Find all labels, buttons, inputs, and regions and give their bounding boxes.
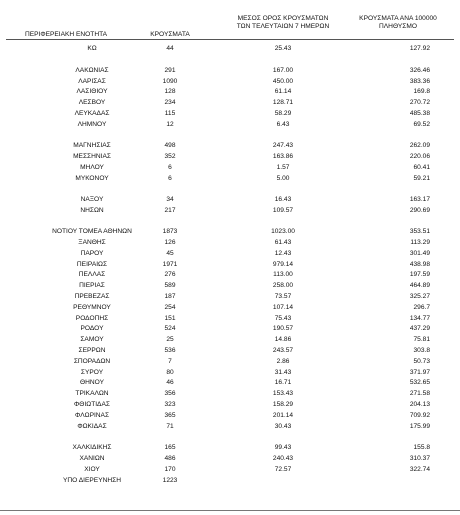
avg-7day-cell: 450.00 (272, 78, 294, 85)
table-row (0, 195, 460, 204)
avg-7day-cell: 12.43 (274, 250, 292, 257)
per-100000-cell: 197.59 (409, 271, 430, 278)
table-row (0, 411, 460, 420)
region-cell: ΧΑΛΚΙΔΙΚΗΣ (72, 444, 112, 451)
table-row (0, 120, 460, 129)
region-cell: ΜΑΓΝΗΣΙΑΣ (73, 142, 111, 149)
avg-7day-cell: 107.14 (272, 304, 294, 311)
per-100000-cell: 709.92 (409, 412, 430, 419)
avg-7day-cell: 5.00 (276, 175, 290, 182)
table-row (0, 378, 460, 387)
header-avg-line1: ΜΕΣΟΣ ΟΡΟΣ ΚΡΟΥΣΜΑΤΩΝ (237, 15, 329, 22)
region-cell: ΛΑΡΙΣΑΣ (78, 78, 106, 85)
region-cell: ΝΟΤΙΟΥ ΤΟΜΕΑ ΑΘΗΝΩΝ (52, 228, 132, 235)
region-cell: ΛΑΚΩΝΙΑΣ (75, 67, 109, 74)
per-100000-cell: 325.27 (409, 293, 430, 300)
per-100000-cell: 50.73 (413, 358, 430, 365)
per-100000-cell: 485.38 (409, 110, 430, 117)
per-100000-cell: 464.89 (409, 282, 430, 289)
header-divider (6, 39, 454, 40)
per-100000-cell: 301.49 (409, 250, 430, 257)
per-100000-cell: 437.29 (409, 325, 430, 332)
avg-7day-cell: 190.57 (272, 325, 294, 332)
avg-7day-cell: 1.57 (276, 164, 290, 171)
table-row (0, 314, 460, 323)
cases-cell: 71 (166, 423, 174, 430)
per-100000-cell: 155.8 (413, 444, 430, 451)
table-row (0, 357, 460, 366)
table-row (0, 174, 460, 183)
region-cell: ΘΗΝΟΥ (80, 379, 104, 386)
region-cell: ΠΙΕΡΙΑΣ (79, 282, 105, 289)
cases-cell: 276 (164, 271, 176, 278)
region-cell: ΛΑΣΙΘΙΟΥ (76, 88, 108, 95)
cases-cell: 365 (164, 412, 176, 419)
avg-7day-cell: 58.29 (274, 110, 292, 117)
header-per-line1: ΚΡΟΥΣΜΑΤΑ ΑΝΑ 100000 (359, 15, 437, 22)
avg-7day-cell: 16.43 (274, 196, 292, 203)
avg-7day-cell: 16.71 (274, 379, 292, 386)
region-cell: ΞΑΝΘΗΣ (78, 239, 106, 246)
cases-cell: 6 (168, 164, 172, 171)
table-row (0, 281, 460, 290)
avg-7day-cell: 240.43 (272, 455, 294, 462)
region-cell: ΣΕΡΡΩΝ (78, 347, 106, 354)
cases-cell: 1223 (162, 477, 178, 484)
table-row (0, 163, 460, 172)
table-row (0, 238, 460, 247)
cases-cell: 486 (164, 455, 176, 462)
table-row (0, 443, 460, 452)
cases-cell: 323 (164, 401, 176, 408)
cases-cell: 80 (166, 369, 174, 376)
region-cell: ΡΟΔΟΥ (80, 325, 104, 332)
table-row (0, 335, 460, 344)
avg-7day-cell: 247.43 (272, 142, 294, 149)
region-cell: ΛΕΣΒΟΥ (78, 99, 106, 106)
cases-cell: 45 (166, 250, 174, 257)
avg-7day-cell: 201.14 (272, 412, 294, 419)
table-row (0, 324, 460, 333)
per-100000-cell: 271.58 (409, 390, 430, 397)
table-row (0, 260, 460, 269)
cases-cell: 352 (164, 153, 176, 160)
cases-cell: 46 (166, 379, 174, 386)
per-100000-cell: 438.98 (409, 261, 430, 268)
cases-cell: 524 (164, 325, 176, 332)
per-100000-cell: 322.74 (409, 466, 430, 473)
region-cell: ΝΑΞΟΥ (80, 196, 104, 203)
cases-cell: 12 (166, 121, 174, 128)
avg-7day-cell: 113.00 (273, 271, 293, 278)
region-cell: ΠΕΙΡΑΙΩΣ (76, 261, 108, 268)
cases-cell: 44 (166, 45, 174, 52)
cases-cell: 165 (164, 444, 176, 451)
region-cell: ΦΛΩΡΙΝΑΣ (74, 412, 110, 419)
region-cell: ΤΡΙΚΑΛΩΝ (75, 390, 109, 397)
avg-7day-cell: 99.43 (274, 444, 292, 451)
table-row (0, 400, 460, 409)
avg-7day-cell: 1023.00 (271, 228, 295, 235)
per-100000-cell: 75.81 (413, 336, 430, 343)
region-cell: ΜΥΚΟΝΟΥ (75, 175, 109, 182)
cases-cell: 1873 (162, 228, 178, 235)
region-cell: ΣΥΡΟΥ (80, 369, 104, 376)
per-100000-cell: 220.06 (409, 153, 430, 160)
table-row (0, 141, 460, 150)
region-cell: ΛΗΜΝΟΥ (77, 121, 107, 128)
cases-cell: 6 (168, 175, 172, 182)
avg-7day-cell: 243.57 (272, 347, 294, 354)
per-100000-cell: 303.8 (413, 347, 430, 354)
per-100000-cell: 113.29 (410, 239, 430, 246)
per-100000-cell: 290.69 (409, 207, 430, 214)
avg-7day-cell: 72.57 (274, 466, 292, 473)
per-100000-cell: 296.7 (413, 304, 430, 311)
avg-7day-cell: 2.86 (276, 358, 290, 365)
cases-cell: 589 (164, 282, 176, 289)
cases-cell: 1090 (162, 78, 178, 85)
avg-7day-cell: 61.43 (274, 239, 292, 246)
bottom-divider (0, 510, 460, 511)
avg-7day-cell: 61.14 (274, 88, 292, 95)
region-cell: ΥΠΟ ΔΙΕΡΕΥΝΗΣΗ (63, 477, 121, 484)
header-cases: ΚΡΟΥΣΜΑΤΑ (150, 31, 190, 38)
per-100000-cell: 326.46 (409, 67, 430, 74)
table-row (0, 87, 460, 96)
avg-7day-cell: 75.43 (274, 315, 292, 322)
avg-7day-cell: 163.86 (272, 153, 294, 160)
avg-7day-cell: 25.43 (274, 45, 292, 52)
region-cell: ΜΕΣΣΗΝΙΑΣ (73, 153, 111, 160)
avg-7day-cell: 153.43 (272, 390, 294, 397)
avg-7day-cell: 258.00 (272, 282, 294, 289)
cases-cell: 217 (164, 207, 176, 214)
per-100000-cell: 175.99 (409, 423, 430, 430)
region-cell: ΜΗΛΟΥ (80, 164, 104, 171)
region-cell: ΡΕΘΥΜΝΟΥ (73, 304, 111, 311)
per-100000-cell: 127.92 (409, 45, 430, 52)
cases-cell: 7 (168, 358, 172, 365)
table-row (0, 465, 460, 474)
per-100000-cell: 169.8 (413, 88, 430, 95)
per-100000-cell: 59.21 (413, 175, 430, 182)
avg-7day-cell: 6.43 (276, 121, 290, 128)
region-cell: ΧΙΟΥ (84, 466, 100, 473)
per-100000-cell: 204.13 (409, 401, 430, 408)
per-100000-cell: 60.41 (413, 164, 430, 171)
cases-cell: 34 (166, 196, 174, 203)
avg-7day-cell: 30.43 (274, 423, 292, 430)
per-100000-cell: 262.09 (409, 142, 430, 149)
table-row (0, 98, 460, 107)
table-row (0, 346, 460, 355)
cases-cell: 254 (164, 304, 176, 311)
cases-cell: 291 (164, 67, 176, 74)
table-row (0, 77, 460, 86)
cases-cell: 356 (164, 390, 176, 397)
per-100000-cell: 270.72 (409, 99, 430, 106)
cases-cell: 498 (164, 142, 176, 149)
header-per-100000 (346, 15, 450, 31)
header-avg-line2: ΤΩΝ ΤΕΛΕΥΤΑΙΩΝ 7 ΗΜΕΡΩΝ (236, 23, 330, 30)
avg-7day-cell: 158.29 (272, 401, 294, 408)
per-100000-cell: 383.36 (409, 78, 430, 85)
region-cell: ΠΕΛΛΑΣ (78, 271, 106, 278)
table-row (0, 454, 460, 463)
table-row (0, 227, 460, 236)
cases-cell: 187 (164, 293, 176, 300)
region-cell: ΣΑΜΟΥ (80, 336, 104, 343)
region-cell: ΠΡΕΒΕΖΑΣ (74, 293, 110, 300)
region-cell: ΣΠΟΡΑΔΩΝ (73, 358, 111, 365)
per-100000-cell: 134.77 (409, 315, 430, 322)
cases-cell: 126 (164, 239, 176, 246)
region-cell: ΚΩ (87, 45, 97, 52)
cases-cell: 115 (164, 110, 176, 117)
table-row (0, 66, 460, 75)
avg-7day-cell: 73.57 (274, 293, 292, 300)
cases-cell: 25 (166, 336, 174, 343)
table-row (0, 303, 460, 312)
region-cell: ΡΟΔΟΠΗΣ (75, 315, 109, 322)
cases-cell: 151 (164, 315, 176, 322)
table-row (0, 389, 460, 398)
per-100000-cell: 532.65 (409, 379, 430, 386)
header-avg (226, 15, 340, 31)
table-row (0, 206, 460, 215)
header-per-line2: ΠΛΗΘΥΣΜΟ (379, 23, 417, 30)
table-row (0, 476, 460, 485)
cases-cell: 234 (164, 99, 176, 106)
table-row (0, 152, 460, 161)
table-row (0, 109, 460, 118)
per-100000-cell: 163.17 (409, 196, 430, 203)
table-row (0, 44, 460, 53)
avg-7day-cell: 31.43 (274, 369, 292, 376)
region-cell: ΛΕΥΚΑΔΑΣ (74, 110, 110, 117)
region-cell: ΦΩΚΙΔΑΣ (77, 423, 107, 430)
per-100000-cell: 353.51 (409, 228, 430, 235)
per-100000-cell: 371.97 (409, 369, 430, 376)
cases-cell: 1971 (162, 261, 178, 268)
table-row (0, 422, 460, 431)
table-row (0, 270, 460, 279)
avg-7day-cell: 128.71 (272, 99, 294, 106)
region-cell: ΠΑΡΟΥ (80, 250, 104, 257)
table-row (0, 249, 460, 258)
region-cell: ΝΗΣΩΝ (80, 207, 104, 214)
avg-7day-cell: 979.14 (272, 261, 294, 268)
region-cell: ΧΑΝΙΩΝ (79, 455, 105, 462)
cases-cell: 170 (164, 466, 176, 473)
region-cell: ΦΘΙΩΤΙΔΑΣ (74, 401, 110, 408)
cases-cell: 536 (164, 347, 176, 354)
table-row (0, 368, 460, 377)
cases-cell: 128 (164, 88, 176, 95)
avg-7day-cell: 167.00 (272, 67, 294, 74)
avg-7day-cell: 109.57 (272, 207, 294, 214)
per-100000-cell: 69.52 (413, 121, 430, 128)
per-100000-cell: 310.37 (409, 455, 430, 462)
header-region: ΠΕΡΙΦΕΡΕΙΑΚΗ ΕΝΟΤΗΤΑ (24, 31, 108, 38)
table-row (0, 292, 460, 301)
avg-7day-cell: 14.86 (274, 336, 292, 343)
